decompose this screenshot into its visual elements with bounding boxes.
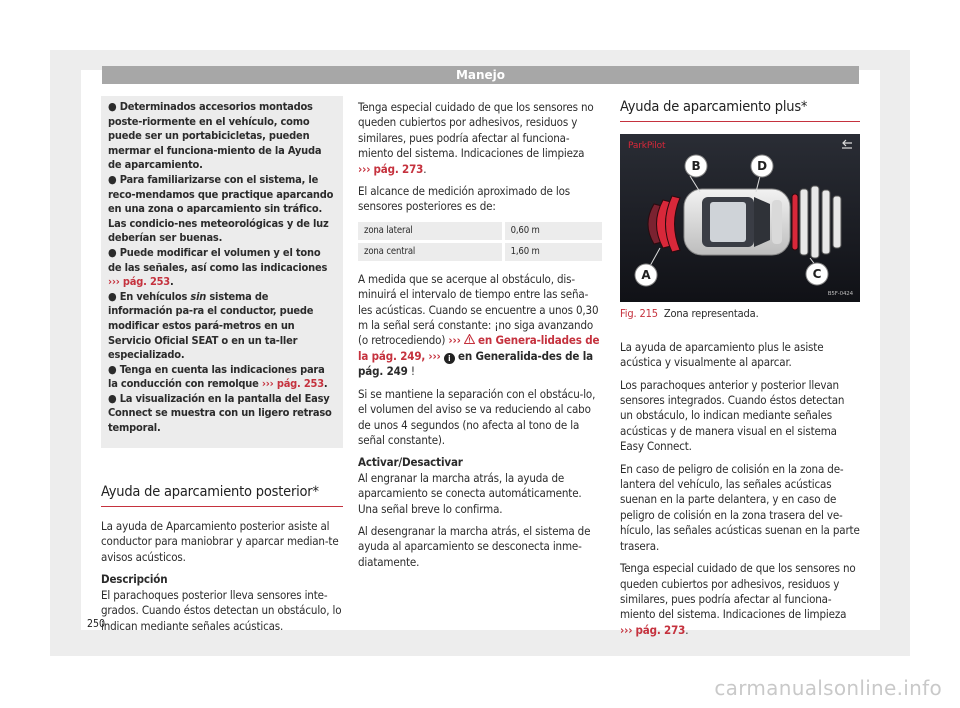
column-right [620, 100, 860, 638]
svg-text:B5F-0424: B5F-0424 [827, 291, 853, 298]
figure-caption: Fig. 215 Zona representada. [620, 307, 759, 321]
svg-text:B: B [691, 159, 701, 174]
warning-icon [464, 334, 475, 344]
section-heading-plus: Ayuda de aparcamiento plus* [620, 100, 860, 122]
page-number: 250 [87, 618, 106, 630]
range-intro: El alcance de medición aproximado de los sensores posteriores es de: [358, 184, 570, 214]
svg-text:ParkPilot: ParkPilot [628, 141, 666, 152]
page-link[interactable]: pág. 273 [635, 622, 686, 637]
plus-collision: En caso de peligro de colisión en la zona de-lantera del vehículo, las señales acústicas suenan en la parte delantera, y en caso de peligro de colisión en la zona trasera del ve-hículo, las señales acústicas suenan en la parte trasera. [620, 461, 860, 553]
note-box [101, 96, 343, 448]
info-icon: i [444, 353, 455, 364]
activate-text: Al engranar la marcha atrás, la ayuda de aparcamiento se conecta automáticamente. Una señal breve lo confirma. [358, 470, 582, 516]
svg-text:D: D [757, 159, 767, 174]
table-cell-zone: zona lateral [358, 222, 502, 240]
note-item: ● Para familiarizarse con el sistema, le reco-mendamos que practique aparcando en una zona o aparcamiento sin tráfico. Las condicio-nes meteorológicas y de luz deberían ser buenas. [108, 172, 334, 245]
note-item: ● Tenga en cuenta las indicaciones para la conducción con remolque ››› pág. 253. [108, 362, 328, 391]
table-cell-value: 1,60 m [502, 243, 602, 261]
deactivate-text: Al desengranar la marcha atrás, el sistema de ayuda al aparcamiento se desconecta inme-diatamente. [358, 523, 591, 569]
svg-text:C: C [812, 267, 822, 282]
plus-intro: La ayuda de aparcamiento plus le asiste acústica y visualmente al aparcar. [620, 339, 824, 370]
table-row [358, 222, 602, 240]
plus-cleaning: Tenga especial cuidado de que los sensores no queden cubiertos por adhesivos, residuos y similares, pues podría afectar al funciona-miento del sistema. Indicaciones de limpieza ››› pág. 273. [620, 561, 856, 637]
section-header: Manejo [102, 66, 859, 84]
description-text: El parachoques posterior lleva sensores inte-grados. Cuando éstos detectan un obstáculo, lo indican mediante señales acústicas. [101, 587, 342, 633]
page-link[interactable]: en Generalida-des de la pág. 249 [358, 348, 593, 379]
car-icon [684, 189, 790, 255]
parkpilot-figure [620, 134, 860, 302]
table-row [358, 243, 602, 261]
column-middle [358, 100, 602, 570]
range-table [358, 219, 602, 264]
plus-sensors: Los parachoques anterior y posterior llevan sensores integrados. Cuando éstos detectan un obstáculo, lo indican mediante señales acústicas y de manera visual en el sistema Easy Connect. [620, 377, 845, 454]
svg-text:A: A [641, 268, 651, 283]
parkpilot-illustration [620, 134, 860, 302]
table-cell-zone: zona central [358, 243, 502, 261]
page-link[interactable]: pág. 273 [373, 161, 424, 176]
note-item: ● En vehículos sin sistema de información pa-ra el conductor, puede modificar estos pará-metros en un Servicio Oficial SEAT o en un ta-ller especializado. [108, 289, 314, 362]
column-left [101, 96, 343, 634]
description-heading: Descripción [101, 572, 168, 587]
interval-text: A medida que se acerque al obstáculo, dis-minuirá el intervalo de tiempo entre las seña-les acústicas. Cuando se encuentre a unos 0,30 m la señal será constante: ¡no siga avanzando (o retrocediendo) ››› en Genera-lidades de la pág. 249, ››› i en Generalida-des de la pág. 249 ! [358, 271, 600, 379]
page-link[interactable]: en Genera-lidades de la pág. 249, [358, 333, 600, 363]
table-cell-value: 0,60 m [502, 222, 602, 240]
rear-intro: La ayuda de Aparcamiento posterior asiste al conductor para maniobrar y aparcar median-te avisos acústicos. [101, 519, 339, 564]
note-item: ● Puede modificar el volumen y el tono de las señales, así como las indicaciones ››› pág. 253. [108, 245, 328, 289]
watermark: carmanualsonline.info [714, 676, 942, 700]
page-link[interactable]: pág. 253 [122, 275, 170, 289]
section-heading-rear: Ayuda de aparcamiento posterior* [101, 485, 343, 507]
cleaning-note: Tenga especial cuidado de que los sensores no queden cubiertos por adhesivos, residuos y similares, pues podría afectar al funciona-miento del sistema. Indicaciones de limpieza ››› pág. 273. [358, 100, 594, 176]
activate-heading: Activar/Desactivar [358, 455, 463, 470]
page-link[interactable]: pág. 253 [276, 377, 324, 391]
note-item: ● La visualización en la pantalla del Easy Connect se muestra con un ligero retraso temporal. [108, 391, 332, 435]
volume-text: Si se mantiene la separación con el obstácu-lo, el volumen del aviso se va reduciendo al cabo de unos 4 segundos (no afecta al tono de la señal constante). [358, 386, 596, 447]
note-item: ● Determinados accesorios montados poste-riormente en el vehículo, como puede ser un portabicicletas, pueden mermar el funciona-miento de la Ayuda de aparcamiento. [108, 100, 322, 172]
